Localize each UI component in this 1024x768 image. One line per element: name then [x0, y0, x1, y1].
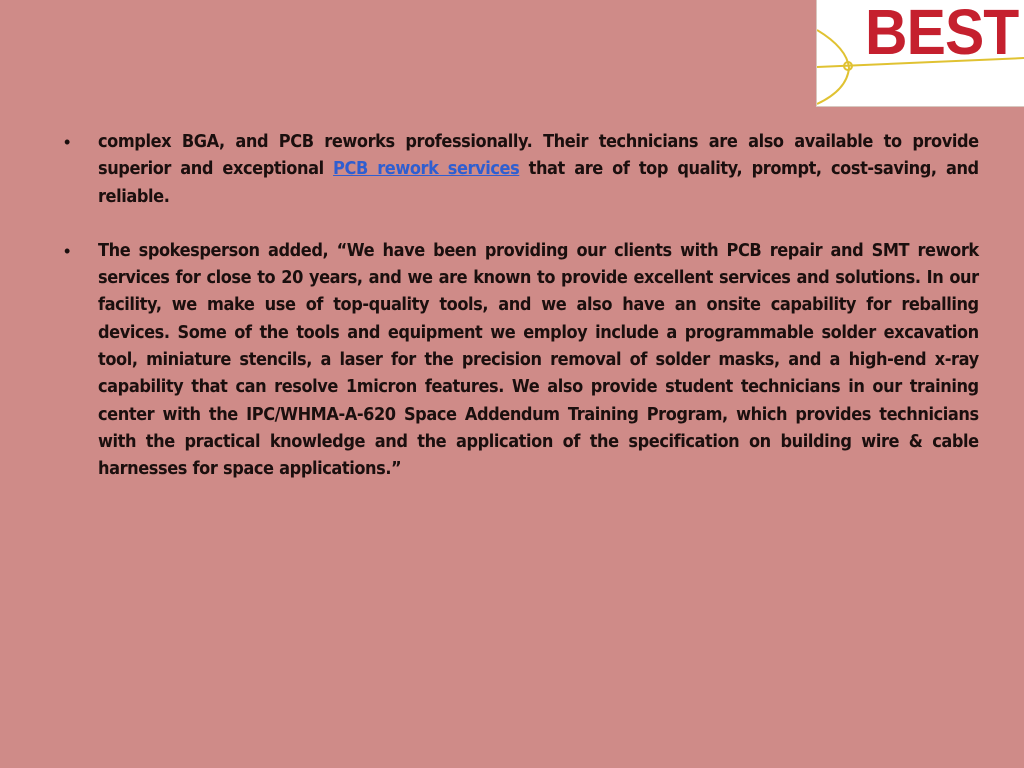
pcb-rework-services-link[interactable]: PCB rework services — [333, 159, 520, 180]
bullet-paragraph: The spokesperson added, “We have been providing our clients with PCB repair and SMT rework services for close to 20 years, and we are known to provide excellent services and solutions. In our facility, we make use of top-quality tools, and we also have an onsite capability for reballing devices. Some of the tools and equipment we employ include a programmable solder excavation tool, miniature stencils, a laser for the precision removal of solder masks, and a high-end x-ray capability that can resolve 1micron features. We also provide student technicians in our training center with the IPC/WHMA-A-620 Space Addendum Training Program, which provides technicians with the practical knowledge and the application of the specification on building wire & cable harnesses for space applications.” — [98, 240, 979, 480]
bullet-text-after-link: that are of top quality, prompt, cost-saving, and reliable. — [98, 159, 979, 207]
bullet-list — [62, 129, 982, 511]
bullet-text-before-link: complex BGA, and PCB reworks professionally. Their technicians are also available to provide superior and exceptional — [98, 132, 979, 180]
bullet-item-2 — [62, 238, 982, 484]
logo-wordmark: BEST — [865, 0, 1019, 68]
bullet-paragraph — [98, 129, 979, 211]
bullet-marker: • — [64, 132, 71, 152]
best-logo — [816, 0, 1024, 107]
bullet-item-1 — [62, 129, 982, 211]
bullet-marker: • — [64, 240, 71, 261]
